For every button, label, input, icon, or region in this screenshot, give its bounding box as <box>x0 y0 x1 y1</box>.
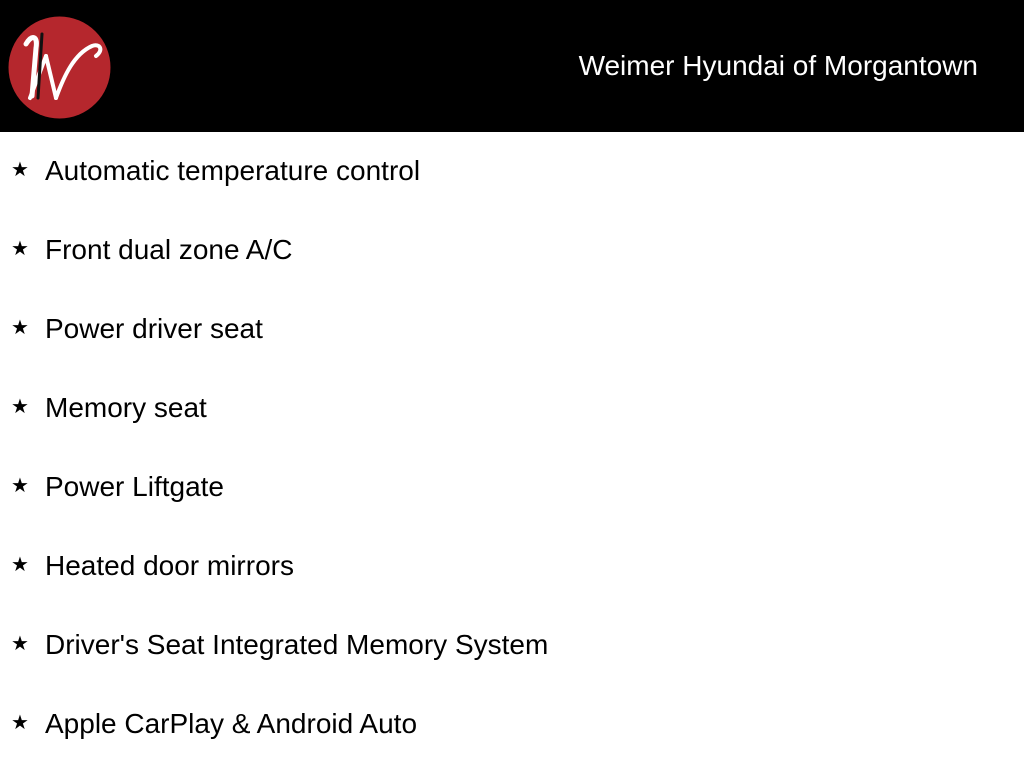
list-item <box>0 391 1024 431</box>
list-item <box>0 470 1024 510</box>
feature-label: Power driver seat <box>45 313 263 344</box>
star-icon: ★ <box>11 238 29 260</box>
dealer-name: Weimer Hyundai of Morgantown <box>578 50 978 81</box>
feature-label: Front dual zone A/C <box>45 234 293 265</box>
weimer-w-logo-icon <box>8 16 111 119</box>
header-bar <box>0 0 1024 132</box>
feature-label: Memory seat <box>45 392 207 423</box>
star-icon: ★ <box>11 633 29 655</box>
feature-label: Power Liftgate <box>45 471 224 502</box>
feature-label: Driver's Seat Integrated Memory System <box>45 629 549 660</box>
star-icon: ★ <box>11 396 29 418</box>
list-item <box>0 628 1024 668</box>
list-item <box>0 154 1024 194</box>
star-icon: ★ <box>11 159 29 181</box>
list-item <box>0 233 1024 273</box>
list-item <box>0 549 1024 589</box>
star-icon: ★ <box>11 712 29 734</box>
star-icon: ★ <box>11 554 29 576</box>
feature-label: Automatic temperature control <box>45 155 421 186</box>
feature-label: Heated door mirrors <box>45 550 294 581</box>
star-icon: ★ <box>11 475 29 497</box>
feature-label: Apple CarPlay & Android Auto <box>45 708 418 739</box>
list-item <box>0 312 1024 352</box>
list-item <box>0 707 1024 747</box>
star-icon: ★ <box>11 317 29 339</box>
